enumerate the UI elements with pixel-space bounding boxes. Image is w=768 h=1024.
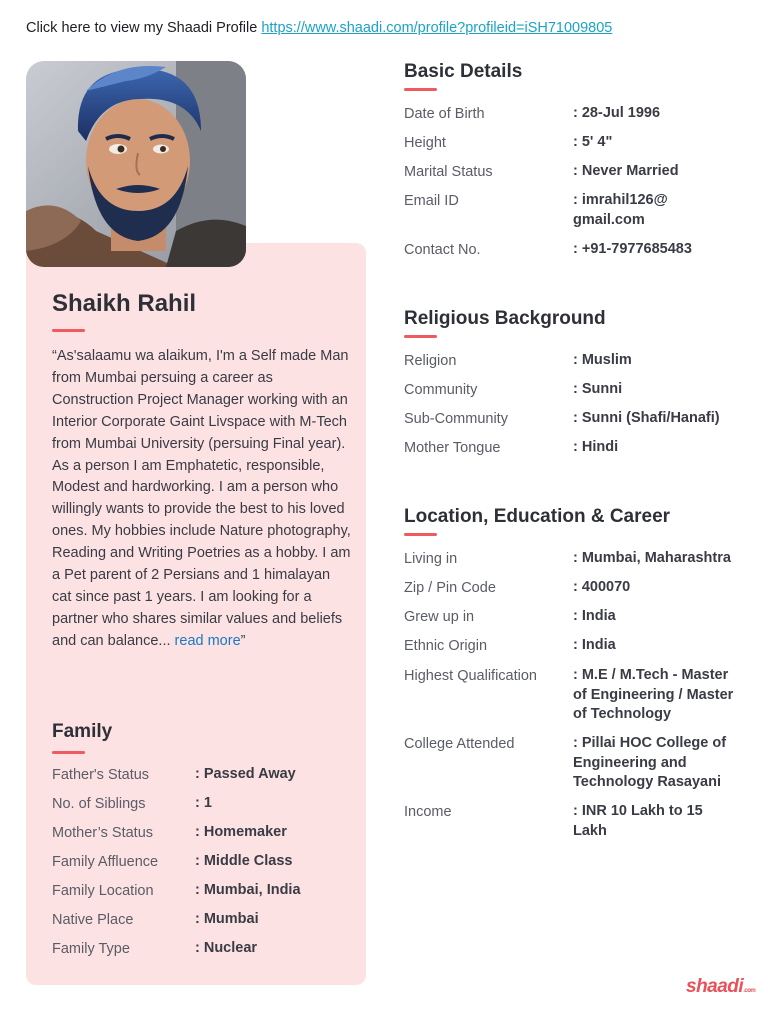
family-value: : 1 <box>195 795 212 811</box>
profile-url-link[interactable]: https://www.shaadi.com/profile?profileid=iSH71009805 <box>261 20 613 36</box>
religious-value: : Sunni (Shafi/Hanafi) <box>573 410 720 426</box>
family-label: Father's Status <box>52 767 150 783</box>
career-title: Location, Education & Career <box>404 506 671 527</box>
career-value: : Mumbai, Maharashtra <box>573 550 731 566</box>
logo-text: shaadi <box>686 976 744 997</box>
career-label: Income <box>404 804 452 820</box>
religious-value: : Muslim <box>573 352 632 368</box>
religious-value: : Hindi <box>573 439 619 455</box>
career-label: Highest Qualification <box>404 668 537 684</box>
career-label: Ethnic Origin <box>404 638 488 654</box>
family-label: Mother’s Status <box>52 825 154 841</box>
about-body: “As'salaamu wa alaikum, I'm a Self made Man from Mumbai persuing a career as Construction Project Manager working with an Interior Corporate Gaint Livspace with M-Tech from Mumbai University (persuing Final year). As a person I am Emphatetic, responsible, Modest and hardworking. I am a person who willingly wants to provide the best to his loved ones. My hobbies include Nature photography, Reading and Writing Poetries as a hobby. I am a Pet parent of 2 Persians and 1 himalayan cat since past 1 years. I am looking for a partner who shares similar values and beliefs and can balance... <box>52 348 351 649</box>
career-value: : Pillai HOC College of Engineering and Technology Rasayani <box>573 735 727 790</box>
family-label: Family Affluence <box>52 854 159 870</box>
about-text <box>52 346 352 653</box>
family-value: : Mumbai, India <box>195 882 301 898</box>
career-value: : India <box>573 637 616 653</box>
career-value: : INR 10 Lakh to 15 Lakh <box>573 803 703 839</box>
family-value: : Mumbai <box>195 911 259 927</box>
religious-value: : Sunni <box>573 381 623 397</box>
email-value: : imrahil126@ <box>573 192 668 208</box>
career-value: : India <box>573 608 616 624</box>
shaadi-logo <box>686 976 755 998</box>
religious-label: Sub-Community <box>404 411 508 427</box>
profile-link-line <box>26 20 612 36</box>
religious-title: Religious Background <box>404 308 606 329</box>
family-label: No. of Siblings <box>52 796 146 812</box>
career-label: College Attended <box>404 736 515 752</box>
career-value: : 400070 <box>573 579 631 595</box>
career-label: Living in <box>404 551 458 567</box>
basic-value: : Never Married <box>573 163 679 179</box>
career-value: : M.E / M.Tech - Master of Engineering / Master of Technology <box>573 667 734 722</box>
family-value: : Nuclear <box>195 940 258 956</box>
profile-name: Shaikh Rahil <box>52 290 197 317</box>
family-value: : Middle Class <box>195 853 293 869</box>
profile-photo <box>26 61 246 267</box>
basic-label: Marital Status <box>404 164 493 180</box>
family-label: Family Type <box>52 941 130 957</box>
basic-label: Height <box>404 135 446 151</box>
logo-suffix: .com <box>743 988 756 994</box>
basic-value: : +91-7977685483 <box>573 241 692 257</box>
family-label: Family Location <box>52 883 154 899</box>
family-value: : Passed Away <box>195 766 296 782</box>
religious-label: Mother Tongue <box>404 440 501 456</box>
religious-underline <box>404 335 437 338</box>
family-title: Family <box>52 721 113 742</box>
family-value: : Homemaker <box>195 824 287 840</box>
profile-link-prefix: Click here to view my Shaadi Profile <box>26 20 258 36</box>
basic-value: : 5' 4" <box>573 134 613 150</box>
religious-label: Religion <box>404 353 457 369</box>
read-more-link[interactable]: read more <box>174 632 241 649</box>
basic-label: Contact No. <box>404 242 481 258</box>
career-label: Zip / Pin Code <box>404 580 496 596</box>
basic-details-title: Basic Details <box>404 61 523 82</box>
family-label: Native Place <box>52 912 134 928</box>
family-underline <box>52 751 85 754</box>
career-underline <box>404 533 437 536</box>
basic-value: : 28-Jul 1996 <box>573 105 661 121</box>
religious-label: Community <box>404 382 478 398</box>
basic-details-underline <box>404 88 437 91</box>
basic-label: Email ID <box>404 193 459 209</box>
about-close-quote: ” <box>240 632 246 649</box>
name-underline <box>52 329 85 332</box>
basic-label: Date of Birth <box>404 106 485 122</box>
career-label: Grew up in <box>404 609 475 625</box>
email-value-line2: gmail.com <box>573 212 645 228</box>
